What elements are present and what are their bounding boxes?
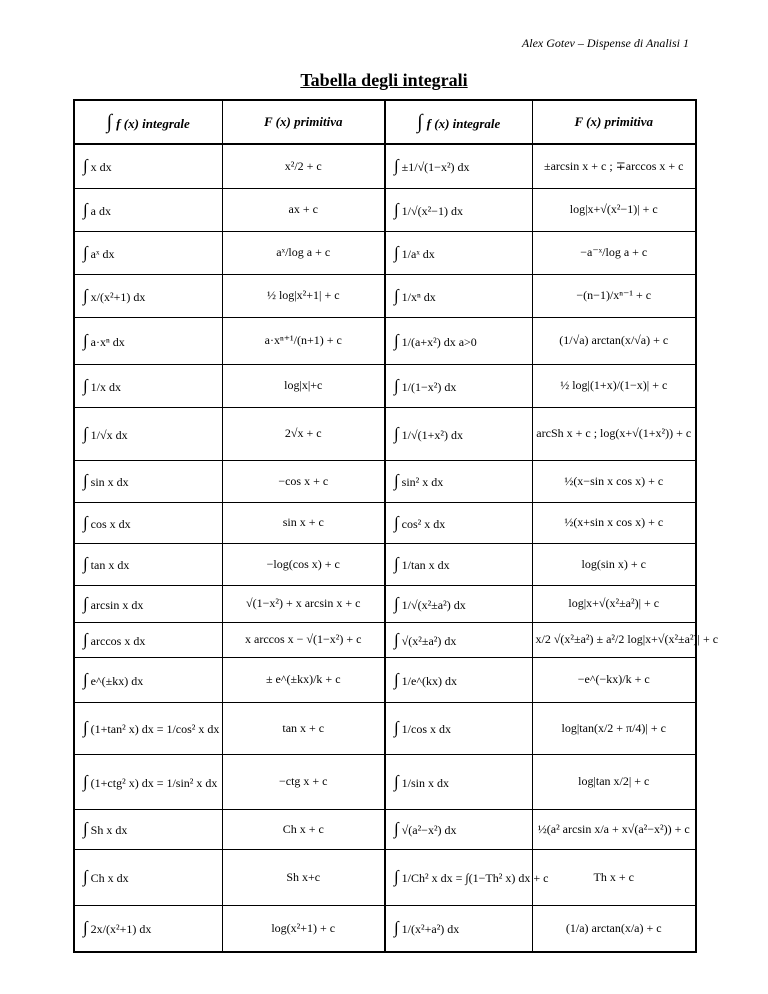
integral-expression: 1/√(1+x²) dx (401, 427, 463, 442)
integral-cell (74, 502, 222, 543)
primitive-expression: Th x + c (593, 869, 634, 884)
integral-cell (74, 754, 222, 809)
integral-expression: a dx (90, 203, 111, 218)
integral-expression: ±1/√(1−x²) dx (401, 160, 470, 175)
primitive-cell (222, 274, 385, 317)
primitive-expression: ±arcsin x + c ; ∓arccos x + c (544, 158, 684, 173)
primitive-cell (222, 543, 385, 585)
primitive-expression: log(x²+1) + c (271, 920, 336, 935)
table-row (74, 905, 696, 952)
integral-expression: 1/tan x dx (401, 558, 450, 572)
table-row (74, 231, 696, 274)
integral-cell (385, 657, 532, 702)
integral-sign-icon: ∫ (394, 242, 399, 262)
integral-sign-icon: ∫ (394, 285, 399, 305)
running-head: Alex Gotev – Dispense di Analisi 1 (521, 36, 689, 50)
primitive-cell (222, 502, 385, 543)
header-primitive-1: F (x) primitiva (222, 100, 385, 144)
primitive-expression: ½(a² arcsin x/a + x√(a²−x²)) + c (537, 821, 690, 836)
primitive-cell (222, 622, 385, 657)
primitive-expression: 2√x + c (284, 426, 322, 440)
integral-cell (385, 702, 532, 754)
primitive-expression: (1/√a) arctan(x/√a) + c (559, 333, 669, 347)
primitive-cell (532, 849, 696, 905)
table-row (74, 460, 696, 502)
primitive-expression: log|x+√(x²−1)| + c (569, 202, 658, 216)
integral-cell (385, 809, 532, 849)
table-row (74, 543, 696, 585)
primitive-expression: log(sin x) + c (581, 556, 646, 571)
integral-cell (385, 754, 532, 809)
integral-cell (74, 809, 222, 849)
integral-expression: 1/√x dx (90, 427, 128, 442)
integral-sign-icon: ∫ (83, 918, 88, 938)
integral-sign-icon: ∫ (83, 375, 88, 395)
integral-expression: 2x/(x²+1) dx (90, 922, 152, 937)
primitive-expression: −a⁻ˣ/log a + c (580, 245, 648, 259)
primitive-cell (222, 144, 385, 188)
primitive-cell (532, 144, 696, 188)
integral-cell (74, 543, 222, 585)
primitive-cell (532, 460, 696, 502)
integral-expression: 1/√(x²±a²) dx (401, 597, 466, 612)
table-row (74, 622, 696, 657)
primitive-expression: −ctg x + c (278, 774, 328, 788)
integral-expression: arcsin x dx (90, 597, 144, 612)
table-row (74, 585, 696, 622)
primitive-cell (532, 407, 696, 460)
primitive-expression: ax + c (288, 202, 318, 216)
integral-expression: 1/x dx (90, 379, 122, 394)
integral-cell (385, 144, 532, 188)
integral-sign-icon: ∫ (83, 819, 88, 838)
table-row (74, 317, 696, 364)
integral-expression: arccos x dx (90, 633, 146, 648)
integral-sign-icon: ∫ (83, 423, 88, 443)
integral-expression: 1/(x²+a²) dx (401, 922, 460, 937)
integral-sign-icon: ∫ (83, 629, 88, 649)
table-row (74, 849, 696, 905)
primitive-cell (532, 364, 696, 407)
integral-expression: a·xⁿ dx (90, 334, 125, 349)
primitive-expression: x²/2 + c (284, 158, 322, 173)
primitive-cell (222, 905, 385, 952)
integral-cell (74, 317, 222, 364)
page-title: Tabella degli integrali (300, 70, 468, 90)
integral-sign-icon: ∫ (83, 330, 88, 350)
integral-expression: tan x dx (90, 558, 130, 572)
integral-expression: 1/aˣ dx (401, 246, 435, 261)
integral-sign-icon: ∫ (417, 110, 423, 133)
primitive-expression: tan x + c (282, 720, 325, 735)
primitive-cell (222, 364, 385, 407)
primitive-cell (532, 585, 696, 622)
integral-expression: x/(x²+1) dx (90, 289, 146, 304)
header-integral-2: ∫ f (x) integrale (385, 100, 532, 144)
integral-expression: (1+tan² x) dx = 1/cos² x dx (90, 722, 220, 736)
integral-cell (74, 231, 222, 274)
primitive-expression: sin x + c (282, 515, 324, 529)
table-row (74, 754, 696, 809)
integral-sign-icon: ∫ (83, 512, 88, 532)
primitive-cell (222, 231, 385, 274)
integral-expression: cos² x dx (401, 516, 446, 531)
integral-sign-icon: ∫ (394, 819, 399, 838)
primitive-cell (222, 407, 385, 460)
primitive-expression: Sh x+c (286, 869, 321, 884)
integrals-table (73, 99, 719, 953)
integral-cell (385, 460, 532, 502)
integral-sign-icon: ∫ (394, 156, 399, 176)
table-row (74, 657, 696, 702)
integral-cell (74, 657, 222, 702)
integral-cell (385, 407, 532, 460)
integral-expression: 1/xⁿ dx (401, 289, 436, 304)
integral-expression: 1/(1−x²) dx (401, 379, 457, 394)
primitive-cell (222, 754, 385, 809)
primitive-cell (532, 543, 696, 585)
primitive-cell (532, 502, 696, 543)
integral-sign-icon: ∫ (394, 629, 399, 649)
integral-cell (74, 702, 222, 754)
integral-sign-icon: ∫ (83, 718, 88, 737)
primitive-expression: aˣ/log a + c (276, 245, 331, 259)
table-header-row (74, 100, 696, 144)
integral-expression: e^(±kx) dx (90, 673, 144, 688)
integral-cell (385, 622, 532, 657)
table-row (74, 144, 696, 188)
primitive-expression: x arccos x − √(1−x²) + c (245, 632, 362, 646)
integral-expression: aˣ dx (90, 246, 115, 261)
table-row (74, 407, 696, 460)
table-row (74, 364, 696, 407)
primitive-expression: ½(x−sin x cos x) + c (564, 473, 664, 488)
integral-sign-icon: ∫ (394, 867, 399, 886)
primitive-cell (222, 702, 385, 754)
integral-cell (385, 502, 532, 543)
integral-sign-icon: ∫ (83, 199, 88, 219)
primitive-expression: −e^(−kx)/k + c (577, 672, 650, 686)
integral-cell (74, 460, 222, 502)
primitive-cell (222, 585, 385, 622)
primitive-cell (222, 188, 385, 231)
integral-sign-icon: ∫ (394, 375, 399, 395)
integral-expression: sin x dx (90, 475, 129, 489)
header-integral-1: ∫ f (x) integrale (74, 100, 222, 144)
integral-sign-icon: ∫ (83, 771, 88, 791)
integral-sign-icon: ∫ (394, 918, 399, 938)
integral-sign-icon: ∫ (394, 771, 399, 791)
primitive-cell (532, 317, 696, 364)
primitive-expression: Ch x + c (282, 821, 324, 836)
primitive-cell (532, 274, 696, 317)
integral-sign-icon: ∫ (394, 593, 399, 613)
primitive-expression: −cos x + c (278, 473, 329, 488)
integral-sign-icon: ∫ (83, 554, 88, 573)
integral-sign-icon: ∫ (83, 471, 88, 490)
integral-cell (385, 317, 532, 364)
integral-sign-icon: ∫ (394, 669, 399, 689)
integral-expression: 1/(a+x²) dx a>0 (401, 334, 477, 349)
integral-sign-icon: ∫ (83, 285, 88, 305)
integral-cell (74, 144, 222, 188)
integral-expression: x dx (90, 160, 112, 175)
primitive-cell (532, 188, 696, 231)
integral-expression: √(a²−x²) dx (401, 823, 457, 837)
primitive-expression: a·xⁿ⁺¹/(n+1) + c (264, 333, 342, 347)
integral-cell (385, 849, 549, 905)
integral-cell (74, 849, 222, 905)
integral-expression: 1/cos x dx (401, 722, 452, 736)
integral-cell (385, 905, 532, 952)
integral-sign-icon: ∫ (394, 471, 399, 490)
integral-cell (74, 905, 222, 952)
primitive-cell (532, 622, 719, 657)
integral-sign-icon: ∫ (394, 199, 399, 219)
integral-expression: 1/e^(kx) dx (401, 673, 457, 688)
table-row (74, 809, 696, 849)
integral-cell (74, 364, 222, 407)
integral-expression: √(x²±a²) dx (401, 633, 457, 648)
integral-cell (385, 585, 532, 622)
table-row (74, 502, 696, 543)
primitive-expression: log|x+√(x²±a²)| + c (568, 596, 660, 610)
primitive-cell (222, 849, 385, 905)
primitive-expression: ± e^(±kx)/k + c (265, 672, 341, 686)
integral-cell (74, 622, 222, 657)
primitive-cell (532, 702, 696, 754)
primitive-expression: ½ log|x²+1| + c (266, 288, 340, 302)
integral-expression: (1+ctg² x) dx = 1/sin² x dx (90, 775, 218, 790)
header-primitive-2: F (x) primitiva (532, 100, 696, 144)
integral-sign-icon: ∫ (106, 110, 113, 133)
table-row (74, 274, 696, 317)
primitive-cell (532, 905, 696, 952)
primitive-cell (222, 657, 385, 702)
primitive-cell (532, 754, 696, 809)
primitive-expression: ½ log|(1+x)/(1−x)| + c (560, 378, 668, 392)
integral-sign-icon: ∫ (83, 669, 88, 689)
integral-cell (385, 543, 532, 585)
integral-cell (385, 364, 532, 407)
integral-cell (74, 585, 222, 622)
integral-sign-icon: ∫ (394, 512, 399, 532)
integral-sign-icon: ∫ (83, 593, 88, 613)
integral-sign-icon: ∫ (394, 330, 399, 350)
primitive-expression: −log(cos x) + c (266, 556, 340, 571)
integral-cell (385, 188, 532, 231)
integral-expression: 1/sin x dx (401, 775, 450, 790)
integral-expression: Sh x dx (90, 823, 128, 837)
integral-sign-icon: ∫ (83, 867, 88, 886)
primitive-expression: ½(x+sin x cos x) + c (564, 515, 664, 529)
integral-sign-icon: ∫ (394, 718, 399, 737)
integral-expression: Ch x dx (90, 871, 129, 885)
integral-sign-icon: ∫ (394, 554, 399, 573)
table-row (74, 188, 696, 231)
primitive-expression: (1/a) arctan(x/a) + c (565, 920, 662, 935)
primitive-expression: x/2 √(x²±a²) ± a²/2 log|x+√(x²±a²)| + c (535, 632, 719, 646)
primitive-expression: log|x|+c (284, 378, 323, 392)
primitive-expression: −(n−1)/xⁿ⁻¹ + c (576, 288, 652, 302)
integral-expression: 1/√(x²−1) dx (401, 203, 463, 218)
integral-sign-icon: ∫ (394, 423, 399, 443)
integral-cell (74, 274, 222, 317)
primitive-cell (532, 657, 696, 702)
integral-sign-icon: ∫ (83, 242, 88, 262)
integral-cell (385, 274, 532, 317)
table-row (74, 702, 696, 754)
primitive-expression: log|tan x/2| + c (578, 774, 650, 788)
integral-cell (385, 231, 532, 274)
primitive-cell (222, 460, 385, 502)
integral-cell (74, 407, 222, 460)
primitive-expression: log|tan(x/2 + π/4)| + c (561, 720, 666, 735)
primitive-cell (532, 231, 696, 274)
primitive-cell (222, 809, 385, 849)
primitive-expression: √(1−x²) + x arcsin x + c (246, 596, 361, 610)
primitive-cell (532, 809, 696, 849)
integral-expression: cos x dx (90, 516, 131, 531)
integral-expression: sin² x dx (401, 475, 444, 489)
integral-expression: 1/Ch² x dx = ∫(1−Th² x) dx + c (401, 871, 549, 885)
integral-sign-icon: ∫ (83, 156, 88, 176)
primitive-expression: arcSh x + c ; log(x+√(1+x²)) + c (536, 426, 692, 440)
primitive-cell (222, 317, 385, 364)
integral-cell (74, 188, 222, 231)
